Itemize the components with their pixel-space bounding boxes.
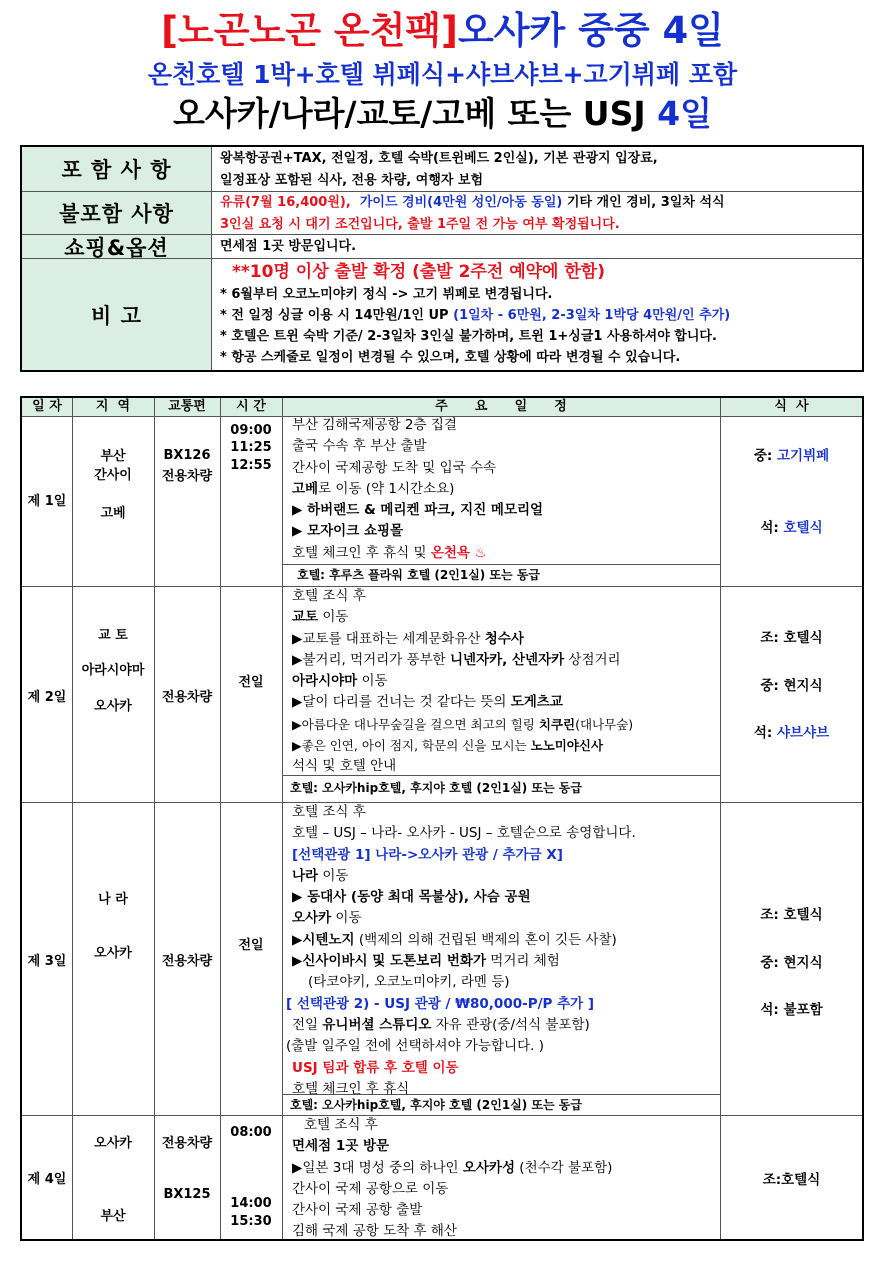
day1-time: 09:00	[230, 423, 272, 438]
schedule-line: 출국 수속 후 부산 출발	[292, 438, 427, 455]
place-ninenzaka: 니넨자카, 산넨자카	[449, 651, 565, 668]
day2-region: 아라시야마	[81, 663, 145, 678]
day1-region: 간사이	[94, 468, 132, 483]
schedule-text: 호텔 체크인 후 휴식 및	[292, 544, 431, 561]
day2-label: 제 2일	[27, 690, 67, 705]
schedule-line: 석식 및 호텔 안내	[292, 758, 397, 775]
schedule-text: 이동	[318, 867, 349, 884]
guide-fee: 가이드 경비(4만원 성인/아동 동일)	[359, 195, 563, 210]
schedule-text: 상점거리	[564, 651, 621, 668]
place-shitennoji: ▶시텐노지	[292, 931, 355, 948]
schedule-line: (출발 일주일 전에 선택하셔야 가능합니다. )	[286, 1038, 544, 1055]
day1-time: 11:25	[230, 440, 272, 455]
schedule-line	[290, 479, 720, 500]
schedule-line	[290, 930, 720, 951]
schedule-line	[290, 629, 720, 650]
schedule-line	[290, 714, 720, 735]
place-nonomiya: 노노미야신사	[530, 738, 604, 754]
day2-meal-lunch: 중: 현지식	[760, 678, 823, 694]
include-line: 왕복항공권+TAX, 전일정, 호텔 숙박(트윈베드 2인실), 기본 관광지 입장료,	[220, 151, 658, 166]
schedule-line: 간사이 국제 공항 출발	[292, 1202, 423, 1219]
meal-label: 석:	[753, 725, 777, 741]
info-row-exclude	[22, 192, 862, 235]
meal-value: 샤브샤브	[776, 725, 830, 741]
day3-region: 나 라	[98, 892, 128, 907]
day3-meal-dinner: 석: 불포함	[760, 1002, 823, 1018]
info-row-include	[22, 147, 862, 192]
schedule-line	[290, 951, 720, 972]
onsen-highlight: 온천욕 ♨	[430, 544, 487, 561]
schedule-line	[290, 1015, 720, 1036]
note-line: * 항공 스케줄로 일정이 변경될 수 있으며, 호텔 상황에 따라 변경될 수 있습니다.	[220, 350, 681, 365]
place-nara: 나라	[292, 867, 319, 884]
schedule-text: (백제의 의해 건립된 백제의 혼이 깃든 사찰)	[354, 931, 617, 948]
day3-meal-lunch: 중: 현지식	[760, 955, 823, 971]
grid-line	[72, 398, 73, 1239]
note-confirmed: **10명 이상 출발 확정 (출발 2주전 예약에 한함)	[232, 262, 605, 282]
schedule-line: 면세점 1곳 방문	[292, 1138, 390, 1155]
header-transport: 교통편	[168, 399, 206, 414]
schedule-text: (대나무숲)	[575, 716, 634, 732]
notes-content	[220, 259, 858, 368]
place-togetsukyo: 도게츠교	[510, 694, 563, 711]
schedule-line	[290, 543, 720, 564]
schedule-line: (타코야키, 오코노미야키, 라멘 등)	[308, 974, 510, 991]
optional-tour-2: [ 선택관광 2) - USJ 관광 / ₩80,000-P/P 추가 ]	[286, 995, 595, 1012]
meal-value: 고기뷔페	[776, 448, 830, 464]
day1-time: 12:55	[230, 458, 272, 473]
note-line	[220, 305, 858, 326]
day4-region: 오사카	[94, 1136, 132, 1151]
schedule-line: 호텔 조식 후	[292, 804, 366, 820]
day2-hotel: 호텔: 오사카hip호텔, 후지야 호텔 (2인1실) 또는 동급	[290, 781, 582, 795]
day1-region: 부산	[100, 449, 126, 464]
usj-join-note: USJ 팀과 합류 후 호텔 이동	[292, 1059, 459, 1076]
page-title	[0, 8, 885, 54]
day4-time: 14:00	[230, 1196, 272, 1211]
schedule-line	[290, 1158, 720, 1179]
place-dotonbori: ▶신사이바시 및 도톤보리 번화가	[292, 953, 487, 970]
notes-label: 비 고	[22, 259, 212, 370]
day3-vehicle: 전용차량	[161, 954, 213, 969]
day4-time: 15:30	[230, 1214, 272, 1229]
day1-region: 고베	[100, 506, 126, 521]
itinerary-table	[20, 396, 864, 1241]
info-row-notes	[22, 259, 862, 370]
shopping-content	[220, 236, 858, 258]
note-single-detail: (1일차 - 6만원, 2-3일차 1박당 4만원/인 추가)	[453, 308, 731, 323]
schedule-line: ▶ 모자이크 쇼핑몰	[292, 523, 404, 540]
day3-hotel: 호텔: 오사카hip호텔, 후지야 호텔 (2인1실) 또는 동급	[290, 1098, 582, 1112]
day1-flight: BX126	[163, 448, 211, 463]
meal-label: 중:	[753, 448, 777, 464]
schedule-line: ▶ 동대사 (동양 최대 목불상), 사슴 공원	[292, 889, 531, 906]
schedule-line: 부산 김해국제공항 2층 집결	[292, 417, 457, 433]
day2-region: 교 토	[98, 628, 128, 643]
day3-label: 제 3일	[27, 954, 67, 969]
day1-hotel: 호텔: 후루츠 플라워 호텔 (2인1실) 또는 동급	[297, 568, 541, 582]
schedule-text: 먹거리 체험	[486, 953, 560, 970]
schedule-line: 호텔 조식 후	[304, 1117, 378, 1133]
day2-vehicle: 전용차량	[161, 690, 213, 705]
page-subtitle: 온천호텔 1박+호텔 뷔페식+샤브샤브+고기뷔페 포함	[147, 60, 738, 89]
route-days: 4일	[657, 94, 712, 133]
table-header-row	[22, 398, 862, 416]
include-content	[220, 148, 858, 192]
day3-meal-breakfast: 조: 호텔식	[760, 907, 823, 923]
schedule-line	[290, 671, 720, 692]
schedule-text: ▶불거리, 먹거리가 풍부한	[292, 651, 450, 668]
schedule-line: 호텔 조식 후	[292, 588, 366, 604]
day4-flight: BX125	[163, 1187, 211, 1202]
header-time: 시 간	[236, 399, 266, 414]
schedule-line	[290, 692, 720, 713]
schedule-text: 이동	[331, 910, 362, 927]
schedule-line: 간사이 국제공항 도착 및 입국 수속	[292, 459, 497, 476]
day4-time: 08:00	[230, 1125, 272, 1140]
place-chikurin: 치쿠린	[538, 716, 576, 732]
route-title	[0, 93, 885, 135]
schedule-line	[290, 650, 720, 671]
header-day: 일 자	[32, 399, 62, 414]
day3-schedule	[286, 802, 720, 1100]
day2-region: 오사카	[94, 699, 132, 714]
place-osaka-castle: 오사카성	[462, 1159, 516, 1176]
schedule-text: ▶일본 3대 명성 중의 하나인	[292, 1159, 463, 1176]
grid-line	[154, 398, 155, 1239]
day2-meal-dinner	[721, 721, 862, 741]
grid-line	[220, 398, 221, 1239]
schedule-line: 간사이 국제 공항으로 이동	[292, 1180, 449, 1197]
day4-label: 제 4일	[27, 1172, 67, 1187]
place-kiyomizu: 청수사	[484, 630, 524, 647]
title-trip-name: 오사카 중중 4일	[457, 9, 724, 52]
schedule-line	[290, 866, 720, 887]
place-usj: 유니버셜 스튜디오	[322, 1016, 432, 1033]
day4-region: 부산	[100, 1209, 126, 1224]
fuel-surcharge: 유류(7월 16,400원),	[220, 195, 351, 210]
place-kobe: 고베	[292, 480, 319, 497]
route-cities: 오사카/나라/교토/고베 또는 USJ	[173, 94, 658, 133]
schedule-text: ▶교토를 대표하는 세계문화유산	[292, 630, 485, 647]
day1-meal-dinner	[721, 516, 862, 536]
info-row-shopping	[22, 235, 862, 259]
note-line: * 호텔은 트윈 숙박 기준/ 2-3일차 3인실 불가하며, 트윈 1+싱글1 사용하셔야 합니다.	[220, 329, 717, 344]
day2-schedule	[290, 586, 720, 778]
note-single-fee: * 전 일정 싱글 이용 시 14만원/1인 UP	[220, 308, 454, 323]
schedule-line: ▶ 하버랜드 & 메리켄 파크, 지진 메모리얼	[292, 502, 544, 519]
place-arashiyama: 아라시야마	[292, 673, 358, 690]
shopping-label: 쇼핑&옵션	[22, 235, 212, 258]
day1-vehicle: 전용차량	[161, 469, 213, 484]
schedule-text: ▶아름다운 대나무숲길을 걸으면 최고의 힐링	[292, 716, 539, 732]
note-line: * 6월부터 오코노미야키 정식 -> 고기 뷔페로 변경됩니다.	[220, 287, 553, 302]
include-line: 일정표상 포함된 식사, 전용 차량, 여행자 보험	[220, 173, 484, 188]
day1-label: 제 1일	[27, 494, 67, 509]
info-table	[20, 145, 864, 372]
schedule-text: (천수각 불포함)	[515, 1159, 613, 1176]
include-label: 포 함 사 항	[22, 147, 212, 191]
day4-schedule	[290, 1115, 720, 1243]
day1-schedule	[290, 415, 720, 564]
exclude-line: 3인실 요청 시 대기 조건입니다, 출발 1주일 전 가능 여부 확정됩니다.	[220, 217, 620, 232]
day1-meal-lunch	[721, 444, 862, 464]
day4-meal-breakfast: 조:호텔식	[762, 1172, 821, 1188]
place-osaka: 오사카	[292, 910, 332, 927]
schedule-text: 전일	[292, 1016, 323, 1033]
header-region: 지 역	[95, 399, 131, 414]
schedule-text: ▶달이 다리를 건너는 것 같다는 뜻의	[292, 694, 511, 711]
schedule-text: 이동	[357, 673, 388, 690]
header-schedule: 주 요 일 정	[435, 399, 567, 414]
exclude-other: 기타 개인 경비, 3일차 석식	[562, 195, 725, 210]
place-kyoto: 교토	[292, 609, 319, 626]
schedule-line	[290, 735, 720, 756]
schedule-line: 호텔 체크인 후 휴식	[292, 1080, 410, 1097]
exclude-content	[220, 192, 858, 236]
shopping-line: 면세점 1곳 방문입니다.	[220, 239, 357, 254]
day3-region: 오사카	[94, 946, 132, 961]
title-package-name: [노곤노곤 온천팩]	[161, 9, 458, 52]
exclude-label: 불포함 사항	[22, 192, 212, 234]
meal-label: 석:	[760, 520, 784, 536]
day4-vehicle: 전용차량	[161, 1136, 213, 1151]
meal-value: 호텔식	[783, 520, 823, 536]
schedule-text: ▶좋은 인연, 아이 점지, 학문의 신을 모시는	[292, 738, 531, 754]
header-meal: 식 사	[774, 399, 809, 414]
schedule-line: 김해 국제 공항 도착 후 해산	[292, 1223, 457, 1240]
grid-line	[282, 398, 283, 1239]
schedule-text: 이동	[318, 609, 349, 626]
day2-meal-breakfast: 조: 호텔식	[760, 630, 823, 646]
schedule-line	[290, 908, 720, 929]
day3-time: 전일	[238, 938, 264, 953]
schedule-line	[290, 607, 720, 628]
schedule-text: 로 이동 (약 1시간소요)	[318, 480, 455, 497]
schedule-text: 자유 관광(중/석식 불포함)	[431, 1016, 590, 1033]
day2-time: 전일	[238, 675, 264, 690]
exclude-line	[220, 192, 858, 214]
schedule-line: 호텔 – USJ – 나라- 오사카 - USJ – 호텔순으로 송영합니다.	[292, 825, 636, 842]
optional-tour-1: [선택관광 1] 나라->오사카 관광 / 추가금 X]	[292, 846, 563, 863]
